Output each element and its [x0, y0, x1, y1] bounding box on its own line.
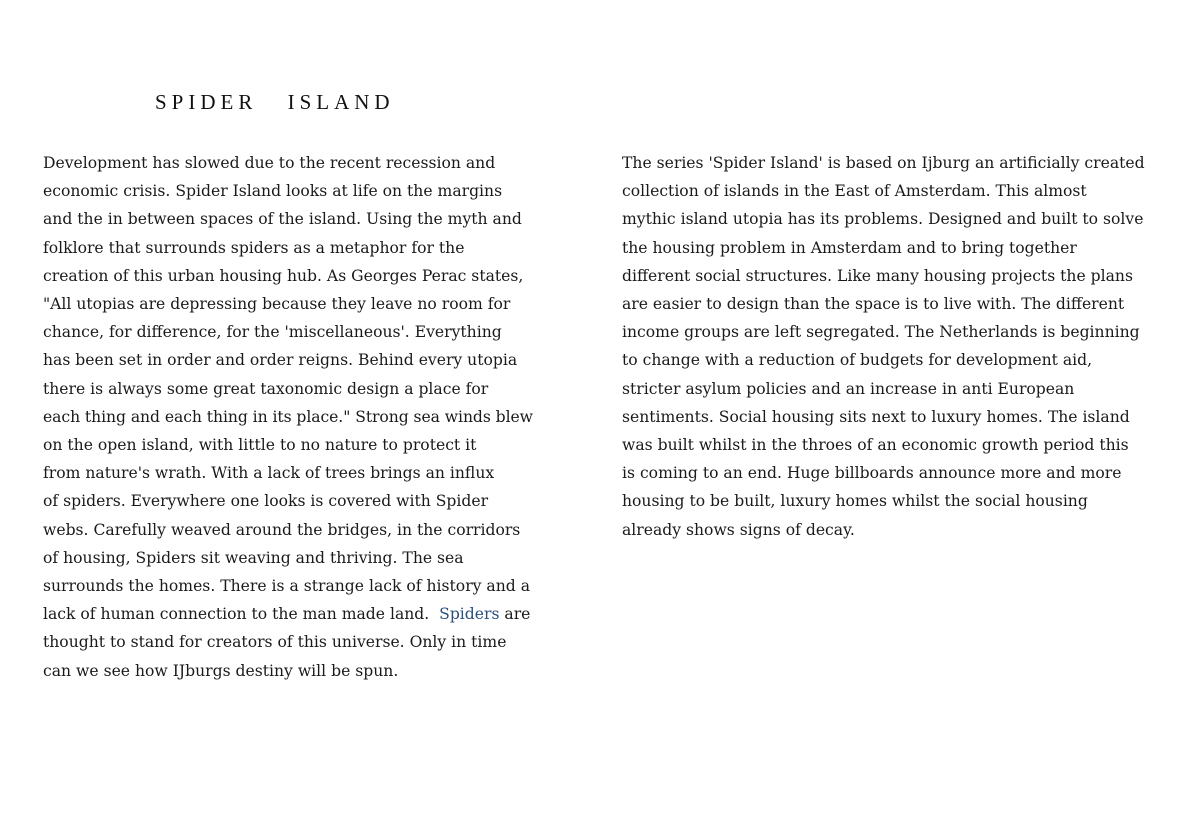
text-line: housing to be built, luxury homes whilst the social housing — [622, 492, 1088, 511]
text-line: is coming to an end. Huge billboards announce more and more — [622, 464, 1122, 483]
text-line: webs. Carefully weaved around the bridges, in the corridors — [43, 520, 521, 539]
text-line: and the in between spaces of the island. Using the myth and — [43, 210, 522, 229]
spiders-link[interactable]: Spiders — [439, 605, 500, 624]
page-title: SPIDER ISLAND — [155, 90, 395, 114]
text-line: Development has slowed due to the recent recession and — [43, 154, 496, 172]
text-line: from nature's wrath. With a lack of trees brings an influx — [43, 464, 495, 483]
text-line: mythic island utopia has its problems. Designed and built to solve — [622, 210, 1144, 229]
text-line: sentiments. Social housing sits next to luxury homes. The island — [622, 407, 1130, 426]
text-line: to change with a reduction of budgets for development aid, — [622, 351, 1093, 370]
text-line: are easier to design than the space is to live with. The different — [622, 295, 1125, 314]
text-line: collection of islands in the East of Amsterdam. This almost — [622, 182, 1087, 201]
text-line: "All utopias are depressing because they leave no room for — [43, 295, 511, 314]
text-line: on the open island, with little to no nature to protect it — [43, 436, 477, 455]
text-line: creation of this urban housing hub. As Georges Perac states, — [43, 266, 524, 285]
text-line: thought to stand for creators of this universe. Only in time — [43, 633, 507, 652]
text-line — [43, 600, 533, 628]
right-text-column — [622, 149, 1152, 544]
text-line: has been set in order and order reigns. Behind every utopia — [43, 351, 518, 370]
left-text-column — [43, 149, 533, 685]
text-line: already shows signs of decay. — [622, 520, 855, 539]
text-line: the housing problem in Amsterdam and to bring together — [622, 238, 1077, 257]
text-line: The series 'Spider Island' is based on Ijburg an artificially created — [622, 154, 1145, 172]
text-line: surrounds the homes. There is a strange lack of history and a — [43, 577, 530, 596]
text-line: there is always some great taxonomic design a place for — [43, 379, 489, 398]
text-segment: lack of human connection to the man made land. — [43, 605, 440, 624]
text-line: can we see how IJburgs destiny will be spun. — [43, 661, 399, 680]
text-line: income groups are left segregated. The Netherlands is beginning — [622, 323, 1140, 342]
text-line: different social structures. Like many housing projects the plans — [622, 266, 1133, 285]
text-line: each thing and each thing in its place." Strong sea winds blew — [43, 407, 533, 426]
text-line: chance, for difference, for the 'miscellaneous'. Everything — [43, 323, 502, 342]
text-line: of spiders. Everywhere one looks is covered with Spider — [43, 492, 489, 511]
text-segment: are — [499, 605, 531, 624]
text-line: of housing, Spiders sit weaving and thriving. The sea — [43, 548, 464, 567]
text-line: economic crisis. Spider Island looks at life on the margins — [43, 182, 503, 201]
text-line: folklore that surrounds spiders as a metaphor for the — [43, 238, 465, 257]
text-line: was built whilst in the throes of an economic growth period this — [622, 436, 1129, 455]
text-line: stricter asylum policies and an increase in anti European — [622, 379, 1075, 398]
